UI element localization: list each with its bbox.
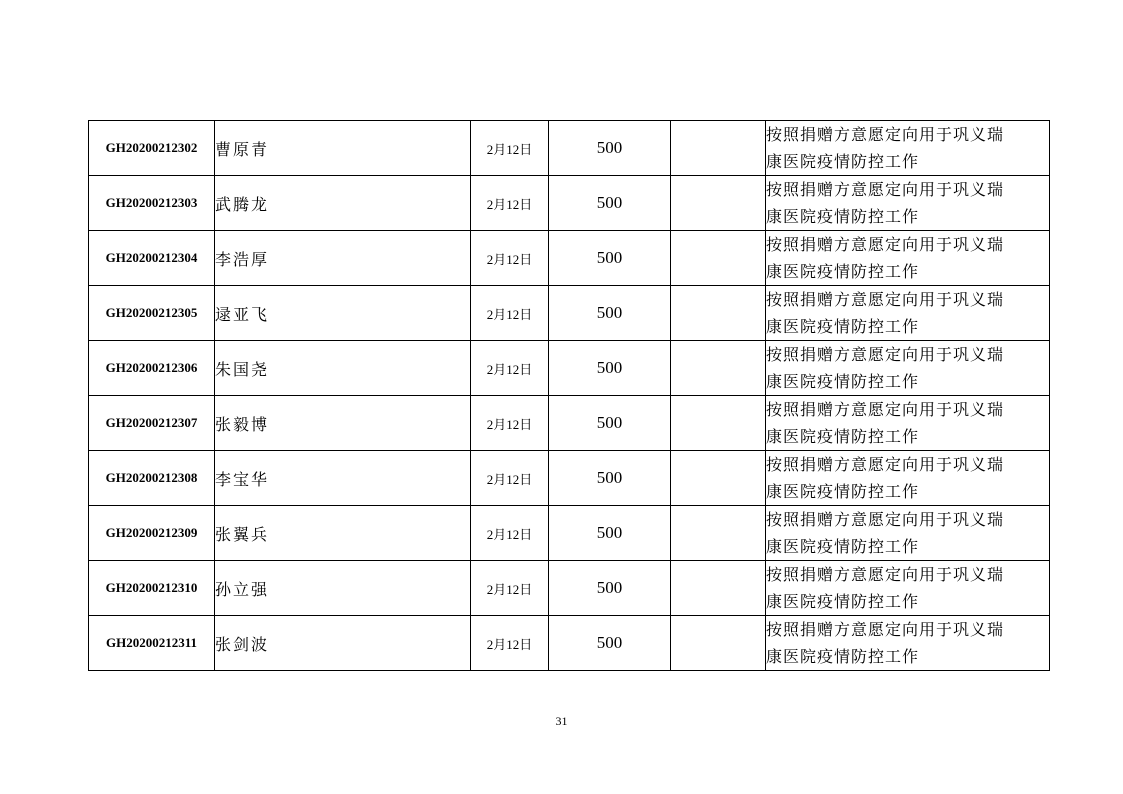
donation-amount-cell: 500 xyxy=(549,561,671,616)
purpose-line-2: 康医院疫情防控工作 xyxy=(766,317,920,336)
donor-name-cell: 李宝华 xyxy=(215,451,471,506)
donation-date-cell: 2月12日 xyxy=(471,561,549,616)
donor-name-cell: 张剑波 xyxy=(215,616,471,671)
donation-table xyxy=(88,120,1050,671)
donation-id-cell: GH20200212303 xyxy=(89,176,215,231)
donation-date-cell: 2月12日 xyxy=(471,286,549,341)
remark-cell xyxy=(671,561,766,616)
donation-amount-cell: 500 xyxy=(549,451,671,506)
donor-name-cell: 逯亚飞 xyxy=(215,286,471,341)
remark-cell xyxy=(671,286,766,341)
table-row xyxy=(89,176,1050,231)
remark-cell xyxy=(671,176,766,231)
donation-date-cell: 2月12日 xyxy=(471,396,549,451)
donor-name-cell: 武腾龙 xyxy=(215,176,471,231)
donation-amount-cell: 500 xyxy=(549,121,671,176)
donation-id-cell: GH20200212308 xyxy=(89,451,215,506)
table-row xyxy=(89,506,1050,561)
remark-cell xyxy=(671,231,766,286)
donation-table-body xyxy=(89,121,1050,671)
donor-name-cell: 张翼兵 xyxy=(215,506,471,561)
donation-date-cell: 2月12日 xyxy=(471,506,549,561)
purpose-line-1: 按照捐赠方意愿定向用于巩义瑞 xyxy=(766,565,1005,584)
purpose-line-1: 按照捐赠方意愿定向用于巩义瑞 xyxy=(766,125,1005,144)
purpose-line-2: 康医院疫情防控工作 xyxy=(766,482,920,501)
donation-id-cell: GH20200212311 xyxy=(89,616,215,671)
remark-cell xyxy=(671,121,766,176)
donor-name-cell: 曹原青 xyxy=(215,121,471,176)
table-row xyxy=(89,286,1050,341)
purpose-cell xyxy=(766,616,1050,671)
purpose-cell xyxy=(766,561,1050,616)
remark-cell xyxy=(671,451,766,506)
purpose-line-2: 康医院疫情防控工作 xyxy=(766,537,920,556)
purpose-line-1: 按照捐赠方意愿定向用于巩义瑞 xyxy=(766,180,1005,199)
purpose-line-1: 按照捐赠方意愿定向用于巩义瑞 xyxy=(766,620,1005,639)
purpose-line-1: 按照捐赠方意愿定向用于巩义瑞 xyxy=(766,290,1005,309)
purpose-line-1: 按照捐赠方意愿定向用于巩义瑞 xyxy=(766,510,1005,529)
donation-id-cell: GH20200212305 xyxy=(89,286,215,341)
purpose-cell xyxy=(766,396,1050,451)
donation-id-cell: GH20200212304 xyxy=(89,231,215,286)
purpose-line-2: 康医院疫情防控工作 xyxy=(766,592,920,611)
purpose-cell xyxy=(766,506,1050,561)
purpose-line-1: 按照捐赠方意愿定向用于巩义瑞 xyxy=(766,400,1005,419)
donation-amount-cell: 500 xyxy=(549,286,671,341)
table-row xyxy=(89,561,1050,616)
donation-date-cell: 2月12日 xyxy=(471,341,549,396)
purpose-cell xyxy=(766,231,1050,286)
remark-cell xyxy=(671,341,766,396)
table-row xyxy=(89,121,1050,176)
donor-name-cell: 张毅博 xyxy=(215,396,471,451)
donation-id-cell: GH20200212310 xyxy=(89,561,215,616)
table-row xyxy=(89,396,1050,451)
donation-date-cell: 2月12日 xyxy=(471,176,549,231)
table-row xyxy=(89,451,1050,506)
donation-date-cell: 2月12日 xyxy=(471,451,549,506)
donation-amount-cell: 500 xyxy=(549,341,671,396)
purpose-line-2: 康医院疫情防控工作 xyxy=(766,647,920,666)
purpose-line-2: 康医院疫情防控工作 xyxy=(766,152,920,171)
purpose-cell xyxy=(766,121,1050,176)
purpose-line-2: 康医院疫情防控工作 xyxy=(766,427,920,446)
donor-name-cell: 李浩厚 xyxy=(215,231,471,286)
page-number: 31 xyxy=(555,714,568,728)
purpose-cell xyxy=(766,451,1050,506)
donation-id-cell: GH20200212302 xyxy=(89,121,215,176)
purpose-line-1: 按照捐赠方意愿定向用于巩义瑞 xyxy=(766,345,1005,364)
donation-date-cell: 2月12日 xyxy=(471,616,549,671)
donation-date-cell: 2月12日 xyxy=(471,121,549,176)
purpose-cell xyxy=(766,286,1050,341)
remark-cell xyxy=(671,396,766,451)
purpose-line-1: 按照捐赠方意愿定向用于巩义瑞 xyxy=(766,235,1005,254)
table-row xyxy=(89,616,1050,671)
table-row xyxy=(89,341,1050,396)
purpose-line-2: 康医院疫情防控工作 xyxy=(766,262,920,281)
donation-id-cell: GH20200212307 xyxy=(89,396,215,451)
purpose-cell xyxy=(766,176,1050,231)
purpose-line-1: 按照捐赠方意愿定向用于巩义瑞 xyxy=(766,455,1005,474)
donation-date-cell: 2月12日 xyxy=(471,231,549,286)
donation-amount-cell: 500 xyxy=(549,231,671,286)
remark-cell xyxy=(671,506,766,561)
donor-name-cell: 孙立强 xyxy=(215,561,471,616)
donation-id-cell: GH20200212306 xyxy=(89,341,215,396)
donation-amount-cell: 500 xyxy=(549,616,671,671)
donation-id-cell: GH20200212309 xyxy=(89,506,215,561)
donor-name-cell: 朱国尧 xyxy=(215,341,471,396)
purpose-line-2: 康医院疫情防控工作 xyxy=(766,207,920,226)
donation-amount-cell: 500 xyxy=(549,396,671,451)
purpose-cell xyxy=(766,341,1050,396)
donation-amount-cell: 500 xyxy=(549,506,671,561)
donation-amount-cell: 500 xyxy=(549,176,671,231)
purpose-line-2: 康医院疫情防控工作 xyxy=(766,372,920,391)
table-row xyxy=(89,231,1050,286)
remark-cell xyxy=(671,616,766,671)
